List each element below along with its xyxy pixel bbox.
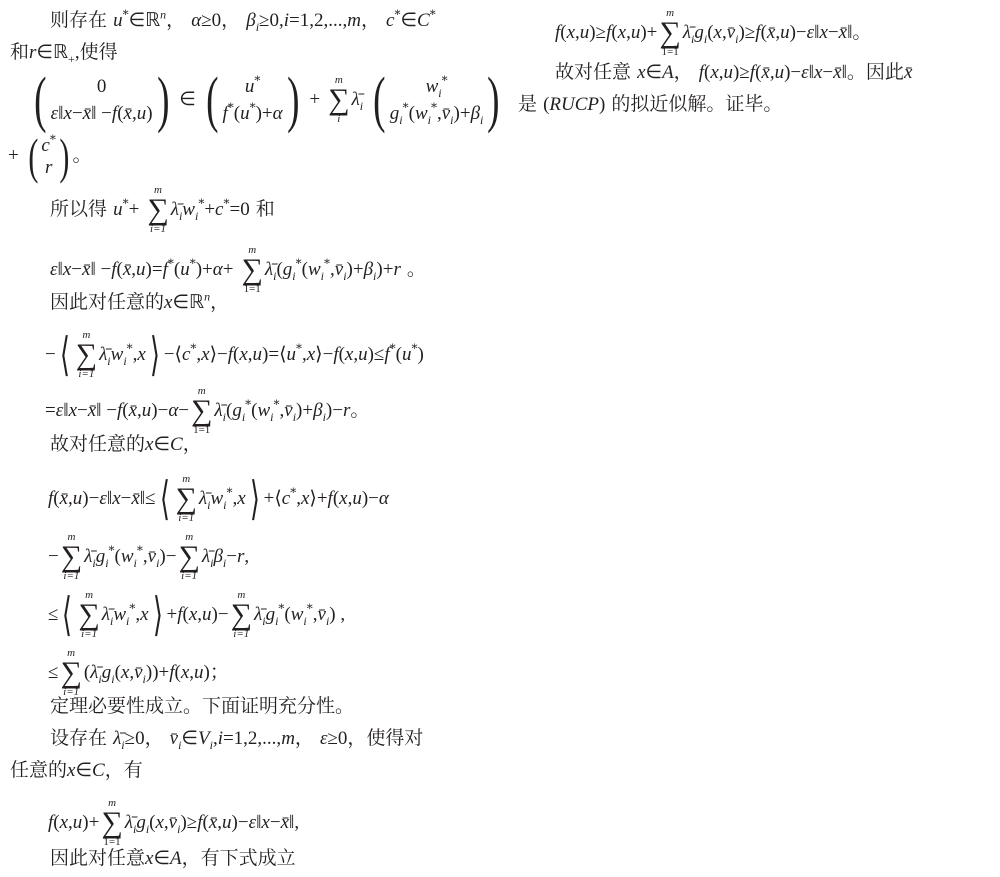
- text: ；: [209, 661, 229, 683]
- text: 。: [72, 144, 92, 166]
- text: 所以得: [50, 198, 108, 220]
- text-line: 定理必要性成立。下面证明充分性。: [50, 695, 355, 717]
- vector: ( $w_i^*$ $g_i^*(w_i^*,v̄_i)+\beta_i$ ): [373, 66, 500, 134]
- text: 故对任意: [555, 61, 632, 83]
- vector: ( u* f*(u*)+α ): [205, 66, 300, 134]
- text-line: 故对任意的x∈C，: [50, 433, 202, 455]
- text-line: 故对任意 x∈A， f(x,u)≥f(x̄,u)−ε‖x−x̄‖。因此x̄: [555, 61, 913, 83]
- text: 任意的: [10, 759, 68, 781]
- sum-symbol: m ∑ 1=1: [101, 797, 123, 848]
- text: 使得: [79, 41, 118, 63]
- text: ，有下式成立: [181, 847, 296, 869]
- text: ，: [210, 291, 230, 313]
- sum-symbol: m ∑ 1=1: [191, 385, 213, 436]
- equation: − m ∑ i=1 $\lambdā_ig_i^*(w_i^*,v̄_i)-$ m ∑ i=1 $\lambdā_i\beta_i-r$,: [48, 531, 250, 582]
- equation: f(x,u)≥f(x,u)+ m ∑ 1=1 $\lambdā_ig_i(x,v̄_i)\ge f(x̄,u)-\varepsilon‖x-x̄‖$。: [555, 7, 872, 58]
- text: 是: [518, 93, 538, 115]
- text: 设存在: [50, 727, 108, 749]
- sum-symbol: m ∑ i=1: [60, 531, 83, 582]
- text: ，: [182, 433, 202, 455]
- text: 。因此: [846, 61, 904, 83]
- sum-symbol: m ∑ i=1: [75, 329, 98, 380]
- text: 。: [406, 258, 426, 280]
- text-line: 则存在 u*∈ℝ$^n$， α≥0， $\beta_i\ge 0,i=1,2,...,m$， c*∈C*: [50, 7, 436, 34]
- text: ，: [221, 9, 241, 31]
- text: 则存在: [50, 9, 108, 31]
- vector: ( c* r ): [28, 128, 70, 184]
- text-line: 和r∈ℝ$_+$,使得: [10, 41, 118, 66]
- sum-symbol: m ∑ i=1: [230, 589, 252, 640]
- text: ，: [294, 727, 314, 749]
- equation: f(x,u)+ m ∑ 1=1 $\lambdā_ig_i(x,v̄_i)\ge f(x̄,u)-\varepsilon‖x-x̄‖$,: [48, 797, 300, 848]
- equation: ( 0 ε‖x−x̄‖ −f(x̄,u) ) ∈ ( u* f*(u*)+α ) + m ∑ i $\lambdā_i$ ( $w_i^*$ $g_i^*(w_i^*,v̄_i)+\beta_i$ ): [30, 70, 504, 130]
- equation: ε‖x−x̄‖ −f(x̄,u)=f*(u*)+α+ m ∑ 1=1 $\lambdā_i(g_i^*(w_i^*,v̄_i)+\beta_i)+r$ 。: [50, 244, 426, 295]
- sum-symbol: m ∑ i=1: [78, 589, 100, 640]
- sum-symbol: m ∑ i=1: [147, 184, 169, 235]
- text: ，: [673, 61, 693, 83]
- text-line: 因此对任意的x∈ℝ$^n$，: [50, 289, 230, 313]
- equation: 所以得 u*+ m ∑ i=1 $\lambdā_iw_i^*+c^*=0$ 和: [50, 184, 275, 235]
- equation: =ε‖x−x̄‖ −f(x̄,u)−α− m ∑ 1=1 $\lambdā_i(g_i^*(w_i^*,v̄_i)+\beta_i)-r$。: [45, 385, 370, 436]
- text: 和: [10, 41, 30, 63]
- sum-symbol: m ∑ 1=1: [241, 244, 263, 295]
- text: ，: [144, 727, 164, 749]
- text: 故对任意的: [50, 433, 146, 455]
- equation: + ( c* r ) 。: [8, 128, 92, 184]
- text: 和: [255, 198, 275, 220]
- text: ，有: [104, 759, 143, 781]
- sum-symbol: m ∑ 1=1: [659, 7, 681, 58]
- text: ，: [166, 9, 186, 31]
- text: 。: [852, 21, 872, 43]
- text-line: 设存在 $\lambdā_i\ge 0$， $v̄_i\in V_i,i=1,2,...,m$， ε≥0，使得对: [50, 727, 424, 752]
- sum-symbol: m ∑ i: [328, 74, 350, 125]
- text: ，: [360, 9, 380, 31]
- text: 因此对任意的: [50, 291, 165, 313]
- equation: f(x̄,u)−ε‖x−x̄‖≤⟨ m ∑ i=1 $\lambdā_iw_i^*,x⟩$ +⟨c*,x⟩+f(x,u)−α: [48, 473, 389, 524]
- sum-symbol: m ∑ i=1: [178, 531, 200, 582]
- text-line: 任意的x∈C，有: [10, 759, 143, 781]
- sum-symbol: m ∑ i=1: [175, 473, 197, 524]
- text: 的拟近似解。证毕。: [611, 93, 783, 115]
- sum-symbol: m ∑ i=1: [60, 647, 82, 698]
- equation: −⟨ m ∑ i=1 $\lambdā_iw_i^*,x⟩$ −⟨c*,x⟩−f(x,u)=⟨u*,x⟩−f(x,u)≤f*(u*): [45, 329, 424, 380]
- equation: ≤ m ∑ i=1 $(\lambdā_ig_i(x,v̄_i))+f(x,u)$；: [48, 647, 229, 698]
- text: 。: [350, 399, 370, 421]
- text: ，使得对: [347, 727, 424, 749]
- text-line: 是 (RUCP) 的拟近似解。证毕。: [518, 93, 783, 115]
- text: 因此对任意: [50, 847, 146, 869]
- equation: ≤⟨ m ∑ i=1 $\lambdā_iw_i^*,x⟩ +f(x,u)-$ m ∑ i=1 $\lambdā_ig_i^*(w_i^*,v̄_i)$ ,: [48, 589, 346, 640]
- text-line: 因此对任意x∈A，有下式成立: [50, 847, 296, 869]
- vector: ( 0 ε‖x−x̄‖ −f(x̄,u) ): [34, 66, 170, 134]
